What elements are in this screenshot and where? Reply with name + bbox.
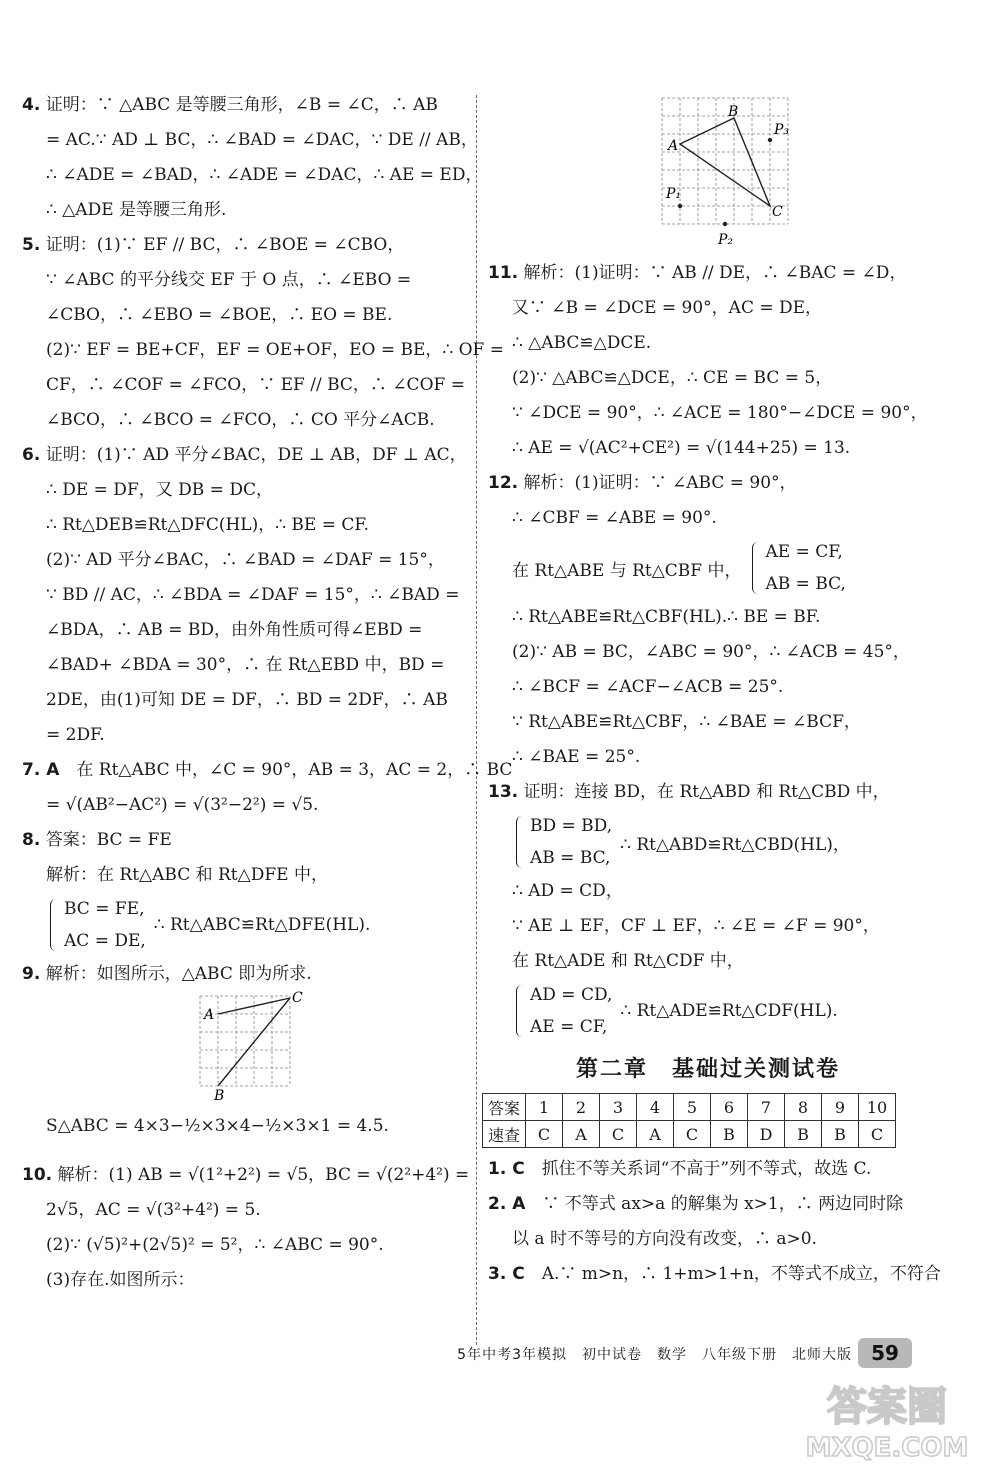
table-cell: C bbox=[600, 1121, 637, 1148]
text-line: (3)存在.如图所示： bbox=[46, 1270, 195, 1290]
table-cell: A bbox=[563, 1121, 600, 1148]
triangle-points-figure bbox=[488, 94, 928, 256]
text-line: ∴ ∠CBF = ∠ABE = 90°. bbox=[512, 508, 717, 528]
right-column bbox=[487, 94, 941, 1292]
text-line: = √(AB²−AC²) = √(3²−2²) = √5. bbox=[46, 795, 319, 815]
text-line: 在 Rt△ADE 和 Rt△CDF 中， bbox=[512, 951, 744, 971]
text-line: 解析：(1)证明：∵ ∠ABC = 90°， bbox=[523, 473, 797, 493]
text-line: (2)∵ △ABC≌△DCE，∴ CE = BC = 5， bbox=[512, 368, 833, 388]
text-line: ∵ ∠DCE = 90°，∴ ∠ACE = 180°−∠DCE = 90°， bbox=[512, 403, 928, 423]
answer-2 bbox=[488, 1187, 928, 1257]
table-cell: B bbox=[785, 1121, 822, 1148]
table-cell: 7 bbox=[748, 1094, 785, 1121]
equation-system bbox=[512, 810, 928, 874]
problem-number: 7. A bbox=[22, 760, 60, 780]
text-line: (2)∵ AD 平分∠BAC，∴ ∠BAD = ∠DAF = 15°， bbox=[46, 550, 445, 570]
equation: BC = FE, bbox=[64, 899, 145, 919]
triangle-figure bbox=[22, 992, 462, 1102]
text-line: A.∵ m>n，∴ 1+m>1+n，不等式不成立，不符合 bbox=[541, 1264, 941, 1284]
text-line: 又∵ ∠B = ∠DCE = 90°，AC = DE， bbox=[512, 298, 823, 318]
problem-number: 13. bbox=[488, 782, 519, 802]
text-line: 解析：(1)证明：∵ AB // DE，∴ ∠BAC = ∠D， bbox=[523, 263, 907, 283]
answer-table-row-answers bbox=[483, 1121, 896, 1148]
text-line: = AC.∵ AD ⊥ BC，∴ ∠BAD = ∠DAC，∵ DE // AB， bbox=[46, 130, 478, 150]
point-label-a: A bbox=[668, 138, 679, 154]
column-divider bbox=[476, 95, 477, 1345]
answer-3 bbox=[488, 1257, 941, 1292]
table-cell: D bbox=[748, 1121, 785, 1148]
equation: BD = BD, bbox=[530, 816, 613, 836]
table-cell: 4 bbox=[637, 1094, 674, 1121]
problem-number: 2. A bbox=[488, 1194, 526, 1214]
text-line: 解析：(1) AB = √(1²+2²) = √5，BC = √(2²+4²) = bbox=[57, 1165, 470, 1185]
text-line: ∴ DE = DF，又 DB = DC， bbox=[46, 480, 273, 500]
point-label-p1: P₁ bbox=[666, 186, 682, 202]
table-cell: C bbox=[859, 1121, 896, 1148]
text-line: ∠BCO，∴ ∠BCO = ∠FCO，∴ CO 平分∠ACB. bbox=[46, 410, 435, 430]
equation-system bbox=[46, 893, 462, 957]
problem-number: 11. bbox=[488, 263, 519, 283]
text-line: ∴ Rt△DEB≌Rt△DFC(HL)，∴ BE = CF. bbox=[46, 515, 369, 535]
text-line: ∴ ∠ADE = ∠BAD，∴ ∠ADE = ∠DAC，∴ AE = ED， bbox=[46, 165, 483, 185]
problem-number: 1. C bbox=[488, 1159, 525, 1179]
grid-figure-9 bbox=[22, 992, 462, 1102]
watermark-url: MXQE.COM bbox=[805, 1433, 969, 1463]
point-label-a: A bbox=[204, 1007, 215, 1023]
equation: AB = BC, bbox=[530, 848, 611, 868]
equation: AD = CD, bbox=[530, 985, 613, 1005]
table-cell: B bbox=[711, 1121, 748, 1148]
text-line: ∠BDA，∴ AB = BD，由外角性质可得∠EBD = bbox=[46, 620, 423, 640]
table-cell: 9 bbox=[822, 1094, 859, 1121]
text-line: ∴ ∠BAE = 25°. bbox=[512, 747, 641, 767]
point-label-c: C bbox=[292, 990, 303, 1006]
problem-number: 6. bbox=[22, 445, 41, 465]
equation: AE = CF, bbox=[530, 1017, 608, 1037]
problem-number: 5. bbox=[22, 235, 41, 255]
problem-number: 9. bbox=[22, 964, 41, 984]
watermark-logo bbox=[792, 1372, 982, 1467]
text-line: S△ABC = 4×3−½×3×4−½×3×1 = 4.5. bbox=[46, 1116, 389, 1136]
problem-4 bbox=[22, 88, 483, 228]
text-line: 在 Rt△ABE 与 Rt△CBF 中， bbox=[512, 560, 742, 581]
table-cell: 3 bbox=[600, 1094, 637, 1121]
answer-1 bbox=[488, 1152, 928, 1187]
section-title: 第二章 基础过关测试卷 bbox=[575, 1057, 840, 1082]
point-label-b: B bbox=[728, 104, 739, 120]
table-cell: C bbox=[526, 1121, 563, 1148]
point-label-b: B bbox=[214, 1088, 225, 1104]
problem-number: 10. bbox=[22, 1165, 53, 1185]
text-line: ∴ Rt△ABD≌Rt△CBD(HL)， bbox=[620, 834, 850, 855]
text-line: 2√5，AC = √(3²+4²) = 5. bbox=[46, 1200, 261, 1220]
problem-11 bbox=[488, 256, 928, 466]
problem-12 bbox=[488, 466, 928, 775]
watermark-text: 答案圈 bbox=[827, 1384, 947, 1430]
page-number: 59 bbox=[858, 1338, 912, 1368]
equation-system bbox=[748, 536, 846, 600]
problem-8 bbox=[22, 823, 462, 957]
table-cell: C bbox=[674, 1121, 711, 1148]
text-line: ∵ AE ⊥ EF，CF ⊥ EF，∴ ∠E = ∠F = 90°， bbox=[512, 916, 880, 936]
grid-figure-10 bbox=[488, 94, 928, 256]
text-line: ∴ ∠BCF = ∠ACF−∠ACB = 25°. bbox=[512, 677, 784, 697]
problem-10 bbox=[22, 1158, 470, 1298]
problem-6 bbox=[22, 438, 467, 753]
problem-number: 4. bbox=[22, 95, 41, 115]
text-line: 在 Rt△ABC 中，∠C = 90°，AB = 3，AC = 2，∴ BC bbox=[76, 760, 513, 780]
footer-book-title: 5年中考3年模拟 初中试卷 数学 八年级下册 北师大版 bbox=[457, 1347, 852, 1363]
text-line: ∠BAD+ ∠BDA = 30°，∴ 在 Rt△EBD 中，BD = bbox=[46, 655, 445, 675]
text-line: 解析：在 Rt△ABC 和 Rt△DFE 中， bbox=[46, 865, 328, 885]
table-cell: 8 bbox=[785, 1094, 822, 1121]
text-line: ∴ △ADE 是等腰三角形. bbox=[46, 200, 227, 220]
text-line: 2DE，由(1)可知 DE = DF，∴ BD = 2DF，∴ AB bbox=[46, 690, 448, 710]
problem-9 bbox=[22, 957, 462, 1150]
text-line: ∠CBO，∴ ∠EBO = ∠BOE，∴ EO = BE. bbox=[46, 305, 393, 325]
text-line: ∴ Rt△ABE≌Rt△CBF(HL).∴ BE = BF. bbox=[512, 607, 821, 627]
table-header: 答案 bbox=[483, 1094, 526, 1121]
text-line: ∵ 不等式 ax>a 的解集为 x>1，∴ 两边同时除 bbox=[542, 1194, 904, 1214]
page-footer bbox=[0, 1334, 1000, 1374]
text-line: ∵ Rt△ABE≌Rt△CBF，∴ ∠BAE = ∠BCF， bbox=[512, 712, 861, 732]
text-line: 以 a 时不等号的方向没有改变，∴ a>0. bbox=[512, 1229, 817, 1249]
text-line: 证明：(1)∵ AD 平分∠BAC，DE ⊥ AB，DF ⊥ AC， bbox=[45, 445, 467, 465]
text-line: 证明：连接 BD，在 Rt△ABD 和 Rt△CBD 中， bbox=[523, 782, 890, 802]
equation: AB = BC, bbox=[765, 574, 846, 594]
table-cell: 1 bbox=[526, 1094, 563, 1121]
table-cell: 10 bbox=[859, 1094, 896, 1121]
text-line: ∵ BD // AC，∴ ∠BDA = ∠DAF = 15°，∴ ∠BAD = bbox=[46, 585, 460, 605]
point-label-p2: P₂ bbox=[718, 232, 734, 248]
text-line: ∴ Rt△ADE≌Rt△CDF(HL). bbox=[620, 1001, 838, 1021]
table-cell: A bbox=[637, 1121, 674, 1148]
text-line: 答案：BC = FE bbox=[45, 830, 172, 850]
text-line: (2)∵ AB = BC，∠ABC = 90°，∴ ∠ACB = 45°， bbox=[512, 642, 910, 662]
problem-13 bbox=[488, 775, 928, 1043]
table-cell: 5 bbox=[674, 1094, 711, 1121]
table-cell: B bbox=[822, 1121, 859, 1148]
equation-system bbox=[512, 979, 928, 1043]
text-line: 证明：∵ △ABC 是等腰三角形，∠B = ∠C，∴ AB bbox=[45, 95, 438, 115]
table-header: 速查 bbox=[483, 1121, 526, 1148]
text-line: ∵ ∠ABC 的平分线交 EF 于 O 点，∴ ∠EBO = bbox=[46, 270, 412, 290]
text-line: (2)∵ (√5)²+(2√5)² = 5²，∴ ∠ABC = 90°. bbox=[46, 1235, 384, 1255]
text-line: ∴ AD = CD， bbox=[512, 881, 623, 901]
equation: AC = DE, bbox=[64, 931, 146, 951]
text-line: 抓住不等关系词“不高于”列不等式，故选 C. bbox=[541, 1159, 872, 1179]
text-line: 证明：(1)∵ EF // BC，∴ ∠BOE = ∠CBO， bbox=[45, 235, 405, 255]
problem-number: 8. bbox=[22, 830, 41, 850]
text-line: (2)∵ EF = BE+CF，EF = OE+OF，EO = BE，∴ OF = bbox=[46, 340, 504, 360]
table-cell: 6 bbox=[711, 1094, 748, 1121]
problem-number: 3. C bbox=[488, 1264, 525, 1284]
equation: AE = CF, bbox=[765, 542, 843, 562]
answer-table-row-numbers bbox=[483, 1094, 896, 1121]
table-cell: 2 bbox=[563, 1094, 600, 1121]
text-line: CF，∴ ∠COF = ∠FCO，∵ EF // BC，∴ ∠COF = bbox=[46, 375, 465, 395]
point-label-c: C bbox=[772, 204, 783, 220]
answer-table bbox=[482, 1093, 896, 1148]
text-line: 解析：如图所示，△ABC 即为所求. bbox=[45, 964, 312, 984]
problem-number: 12. bbox=[488, 473, 519, 493]
text-line: ∴ AE = √(AC²+CE²) = √(144+25) = 13. bbox=[512, 438, 851, 458]
point-label-p3: P₃ bbox=[774, 122, 790, 138]
text-line: = 2DF. bbox=[46, 725, 105, 745]
text-line: ∴ △ABC≌△DCE. bbox=[512, 333, 652, 353]
text-line: ∴ Rt△ABC≌Rt△DFE(HL). bbox=[153, 915, 371, 935]
